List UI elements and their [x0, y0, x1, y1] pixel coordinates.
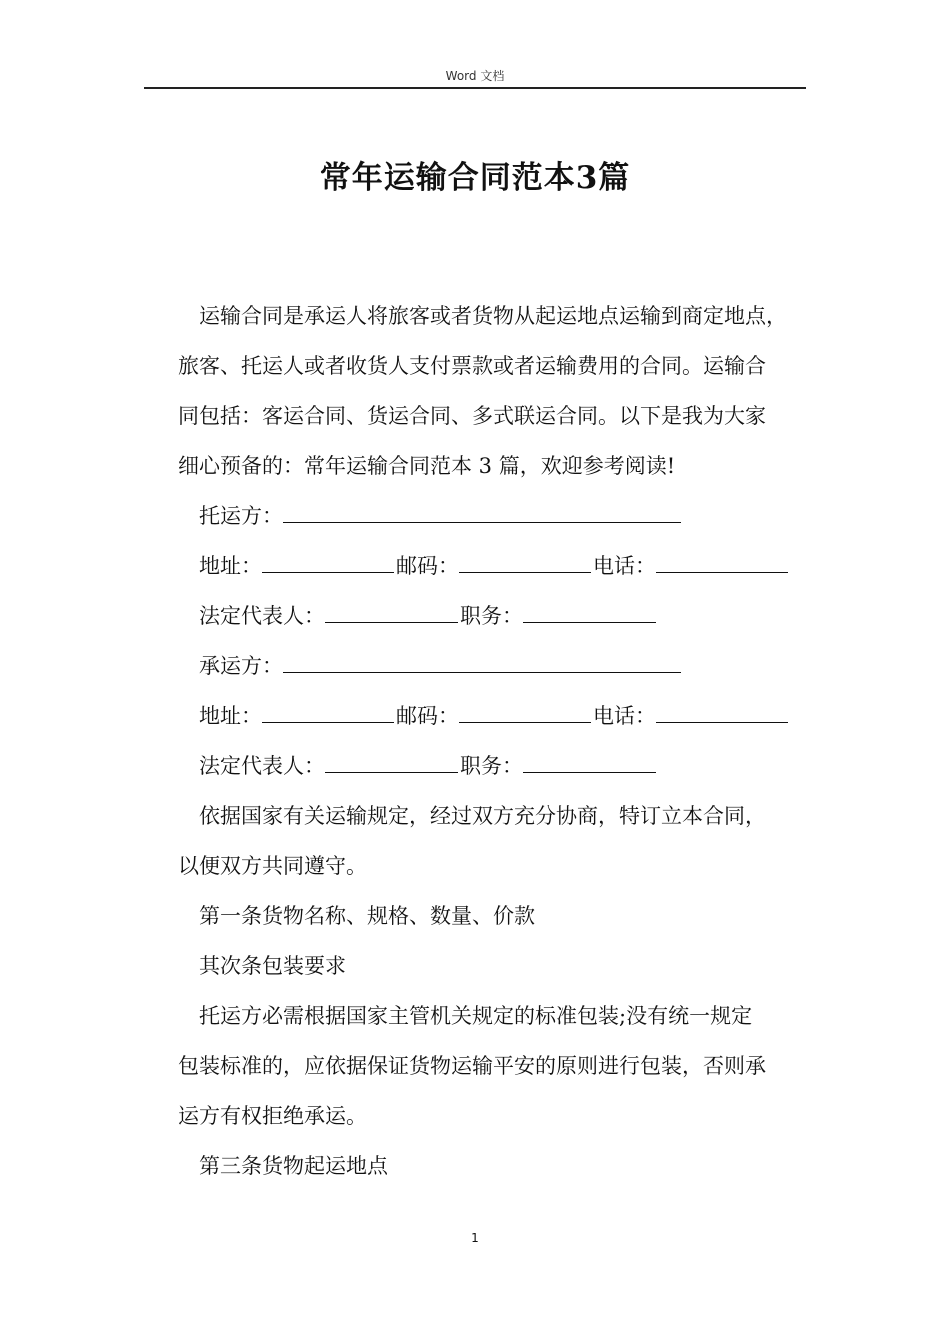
- packaging-line-1: 托运方必需根据国家主管机关规定的标准包装;没有统一规定: [199, 1004, 753, 1028]
- shipper-legal-rep-field[interactable]: [325, 602, 458, 623]
- phone-label: 电话：: [593, 704, 656, 728]
- basis-line-2: 以便双方共同遵守。: [178, 854, 367, 878]
- packaging-line-3: 运方有权拒绝承运。: [178, 1104, 367, 1128]
- document-title: 常年运输合同范本3篇: [319, 160, 631, 196]
- carrier-legal-rep-field[interactable]: [325, 752, 458, 773]
- shipper-phone-field[interactable]: [656, 552, 788, 573]
- postcode-label: 邮码：: [396, 554, 459, 578]
- carrier-postcode-field[interactable]: [459, 702, 591, 723]
- article-1-heading: 第一条货物名称、规格、数量、价款: [199, 904, 535, 928]
- page-number: 1: [471, 1231, 479, 1245]
- shipper-rep-row: [199, 602, 658, 630]
- packaging-line-2: 包装标准的，应依据保证货物运输平安的原则进行包装，否则承: [178, 1054, 766, 1078]
- header-divider: [144, 87, 806, 89]
- carrier-contact-row: [199, 702, 790, 730]
- carrier-row: [199, 652, 683, 680]
- article-2-heading: 其次条包装要求: [199, 954, 346, 978]
- carrier-name-field[interactable]: [283, 652, 681, 673]
- address-label: 地址：: [199, 554, 262, 578]
- basis-line-1: 依据国家有关运输规定，经过双方充分协商，特订立本合同，: [199, 804, 766, 828]
- intro-line-4: 细心预备的：常年运输合同范本 3 篇，欢迎参考阅读!: [178, 454, 676, 478]
- phone-label: 电话：: [593, 554, 656, 578]
- carrier-label: 承运方：: [199, 654, 283, 678]
- legal-rep-label: 法定代表人：: [199, 604, 325, 628]
- shipper-address-field[interactable]: [262, 552, 394, 573]
- intro-line-1: 运输合同是承运人将旅客或者货物从起运地点运输到商定地点，: [199, 304, 787, 328]
- shipper-name-field[interactable]: [283, 502, 681, 523]
- position-label: 职务：: [460, 754, 523, 778]
- address-label: 地址：: [199, 704, 262, 728]
- article-3-heading: 第三条货物起运地点: [199, 1154, 388, 1178]
- shipper-row: [199, 502, 683, 530]
- carrier-address-field[interactable]: [262, 702, 394, 723]
- shipper-contact-row: [199, 552, 790, 580]
- intro-line-2: 旅客、托运人或者收货人支付票款或者运输费用的合同。运输合: [178, 354, 766, 378]
- carrier-position-field[interactable]: [523, 752, 656, 773]
- position-label: 职务：: [460, 604, 523, 628]
- legal-rep-label: 法定代表人：: [199, 754, 325, 778]
- page-header: Word 文档: [445, 69, 505, 83]
- postcode-label: 邮码：: [396, 704, 459, 728]
- carrier-phone-field[interactable]: [656, 702, 788, 723]
- carrier-rep-row: [199, 752, 658, 780]
- shipper-label: 托运方：: [199, 504, 283, 528]
- shipper-postcode-field[interactable]: [459, 552, 591, 573]
- intro-line-3: 同包括：客运合同、货运合同、多式联运合同。以下是我为大家: [178, 404, 766, 428]
- shipper-position-field[interactable]: [523, 602, 656, 623]
